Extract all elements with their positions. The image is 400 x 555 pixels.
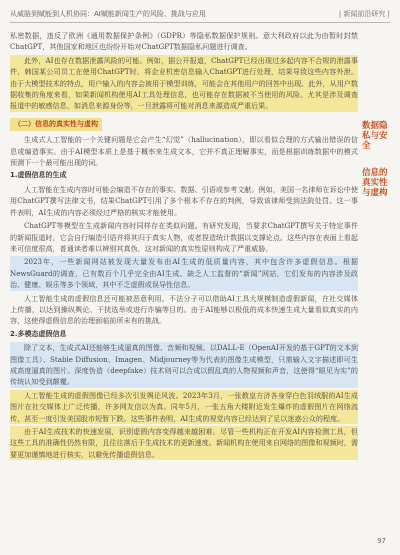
sub-heading: 2.多模态虚假信息 — [10, 329, 67, 338]
body-text — [10, 30, 358, 462]
paragraph: 2023年，一些新闻网站被发现大量发布由AI生成的低质量内容，其中包含许多虚假信息。根据NewsGuard的调查，已有数百个几乎完全由AI生成、缺乏人工监督的“新闻”网站，它们发布的内容涉及政治、健康、娱乐等多个领域，其中不乏虚假或误导性信息。 — [10, 257, 358, 290]
paragraph: 私密数据，违反了欧洲《通用数据保护条例》（GDPR）等隐私数据保护规则。意大利政府以此为由暂时封禁ChatGPT，其他国家和地区也纷纷开始对ChatGPT数据隐私问题进行调查。 — [10, 31, 358, 52]
section-heading: （二）信息的真实性与虚构 — [10, 118, 102, 131]
paragraph: 此外，AI也存在数据泄露风险的可能。例如，据公开报道，ChatGPT已经出现过多起内容不合规的泄露事件，韩国某公司员工在使用ChatGPT时，将企业机密信息输入ChatGPT进行处理，结果导致这些内容外泄。由于大模型技术的特点，用户输入的内容会被用于模型训练，可能会在其他用户的回答中出现。此外，从用户数据收集的角度来看，如果新闻机构使用AI工具处理信息，也可能存在数据被不当使用的风险。尤其是涉及调查报道中的敏感信息，如消息来源身份等，一旦泄露将可能对消息来源造成严重后果。 — [10, 55, 358, 111]
header-section: | 新闻前沿研究 | — [338, 10, 390, 18]
paragraph: ChatGPT等模型在生成新闻内容时同样存在类似问题。有研究发现，当要求ChatGPT撰写关于特定事件的新闻报道时，它会自行编造引语并将其归于真实人物，或者捏造统计数据以支撑论点。这些内容在表面上看起来可信度很高，普通读者难以辨别其真伪，这对新闻的真实性原则构成了严重威胁。 — [10, 221, 358, 253]
paragraph: 人工智能生成的虚假图像已经多次引发舆论风波。2023年3月，一张教皇方济各身穿白色羽绒服的AI生成图片在社交媒体上广泛传播，许多网友信以为真。同年5月，一张五角大楼附近发生爆炸的虚假图片在网络流传，甚至一度引发美国股市短暂下跌。这些事件表明，AI生成的视觉内容已经达到了足以迷惑公众的程度。 — [10, 390, 358, 423]
paragraph: 人工智能生成的虚假信息还可能被恶意利用。不法分子可以借助AI工具大规模制造虚假新闻，在社交媒体上传播，以达到操纵舆论、干扰选举或进行诈骗等目的。由于AI能够以极低的成本快速生成大量看似真实的内容，这使得虚假信息的治理面临前所未有的挑战。 — [10, 293, 358, 326]
running-header — [10, 8, 390, 23]
paragraph: 人工智能在生成内容时可能会编造不存在的事实、数据、引语或参考文献。例如，美国一名律师在诉讼中使用ChatGPT撰写法律文书，结果ChatGPT引用了多个根本不存在的判例，导致该律师受到法院处罚。这一事件表明，AI生成的内容必须经过严格的核实才能使用。 — [10, 184, 358, 217]
margin-note-privacy: 数据隐私与安全 — [362, 121, 388, 151]
paragraph: 由于AI生成技术的快速发展，识别虚假内容变得越来越困难。尽管一些机构正在开发AI内容检测工具，但这些工具的准确性仍然有限，且往往落后于生成技术的更新速度。新闻机构在使用来自网络的图像和视频时，需要更加谨慎地进行核实，以避免传播虚假信息。 — [10, 427, 358, 459]
sub-heading: 1.虚假信息的生成 — [10, 171, 67, 180]
page-number: 97 — [377, 537, 386, 545]
margin-note-truthfulness: 信息的真实性与虚构 — [362, 168, 388, 198]
paragraph: 除了文本，生成式AI还能够生成逼真的图像、音频和视频。以DALL-E（OpenAI开发的基于GPT的文本到图像工具）、Stable Diffusion、Imagen、Midjourney等为代表的图像生成模型，只需输入文字描述即可生成高度逼真的图片。深度伪造（deepfake）技术则可以合成以假乱真的人物视频和声音，这使得“眼见为实”的传统认知受到颠覆。 — [10, 343, 358, 387]
paragraph: 生成式人工智能的一个关键问题是它会产生“幻觉”（hallucination），即以看似合理的方式输出错误的信息或编造事实。由于AI模型本质上是基于概率来生成文本，它并不真正理解事实，而是根据训练数据中的模式预测下一个最可能出现的词。 — [10, 135, 358, 168]
header-title: 从威胁到赋能到人机协同：AI赋能新闻生产的风险、挑战与应用 — [10, 10, 206, 18]
